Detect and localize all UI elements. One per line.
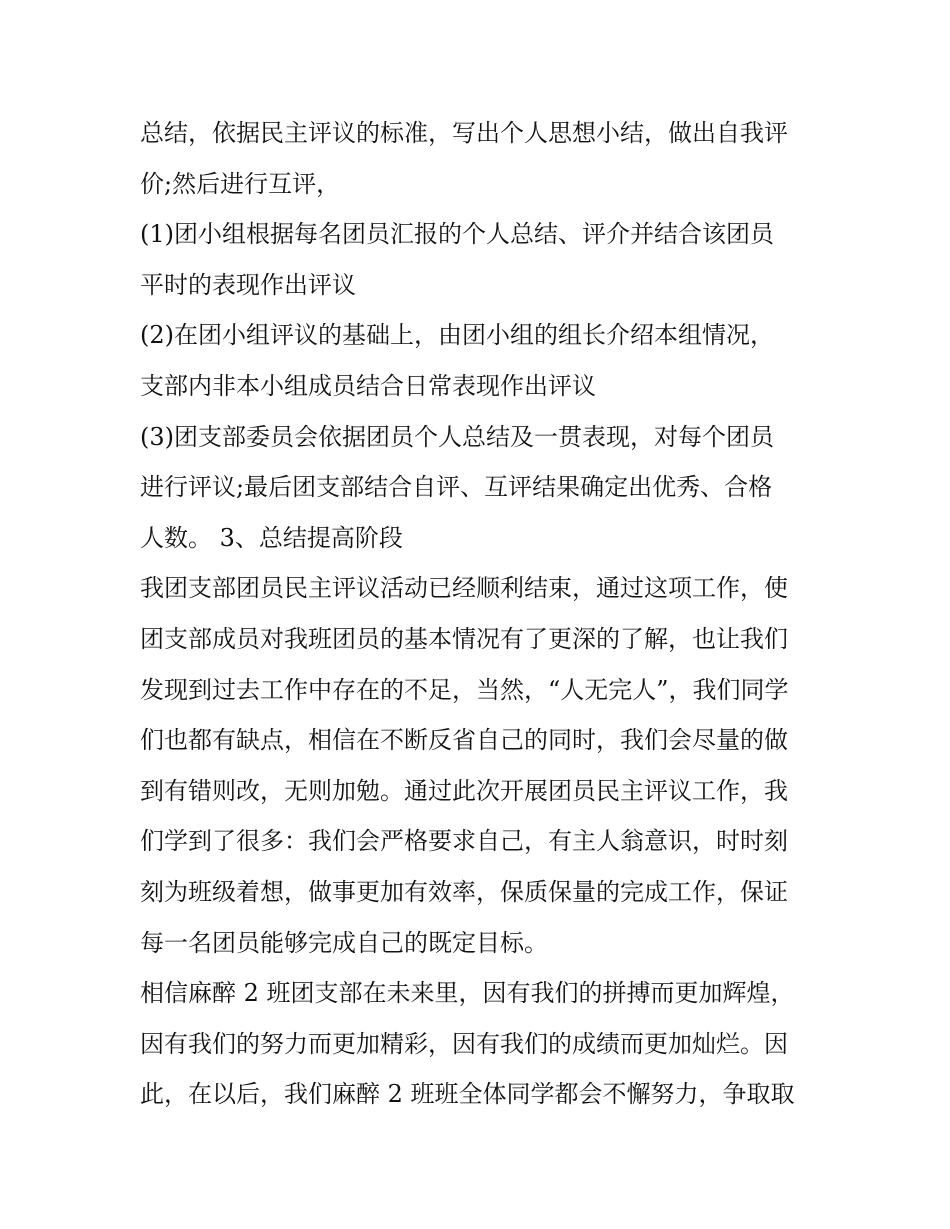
text-line: 相信麻醉 2 班团支部在未来里，因有我们的拼搏而更加辉煌，	[140, 979, 795, 1008]
text-line: 团支部成员对我班团员的基本情况有了更深的了解，也让我们	[140, 624, 788, 653]
text-line: 人数。 3、总结提高阶段	[140, 523, 403, 552]
text-line: 到有错则改，无则加勉。通过此次开展团员民主评议工作，我	[140, 776, 788, 805]
text-line: (2)在团小组评议的基础上，由团小组的组长介绍本组情况，	[140, 321, 774, 350]
text-line: 刻为班级着想，做事更加有效率，保质保量的完成工作，保证	[140, 877, 788, 906]
text-line: 我团支部团员民主评议活动已经顺利结束，通过这项工作，使	[140, 574, 788, 603]
text-line: 平时的表现作出评议	[140, 270, 356, 299]
text-line: 们也都有缺点，相信在不断反省自己的同时，我们会尽量的做	[140, 726, 788, 755]
text-line: 每一名团员能够完成自己的既定目标。	[140, 928, 548, 957]
text-line: 发现到过去工作中存在的不足，当然，“人无完人”，我们同学	[140, 675, 789, 704]
text-line: 价;然后进行互评，	[140, 169, 341, 198]
text-line: 支部内非本小组成员结合日常表现作出评议	[140, 371, 596, 400]
text-line: 总结，依据民主评议的标准，写出个人思想小结，做出自我评	[140, 119, 788, 147]
text-line: 们学到了很多：我们会严格要求自己，有主人翁意识，时时刻	[140, 827, 788, 856]
text-line: 因有我们的努力而更加精彩，因有我们的成绩而更加灿烂。因	[140, 1029, 788, 1058]
text-line: (1)团小组根据每名团员汇报的个人总结、评介并结合该团员	[140, 220, 774, 249]
text-line: 此，在以后，我们麻醉 2 班班全体同学都会不懈努力，争取取	[140, 1080, 795, 1109]
text-line: (3)团支部委员会依据团员个人总结及一贯表现，对每个团员	[140, 422, 774, 451]
text-line: 进行评议;最后团支部结合自评、互评结果确定出优秀、合格	[140, 473, 773, 502]
document-page	[140, 108, 820, 1120]
